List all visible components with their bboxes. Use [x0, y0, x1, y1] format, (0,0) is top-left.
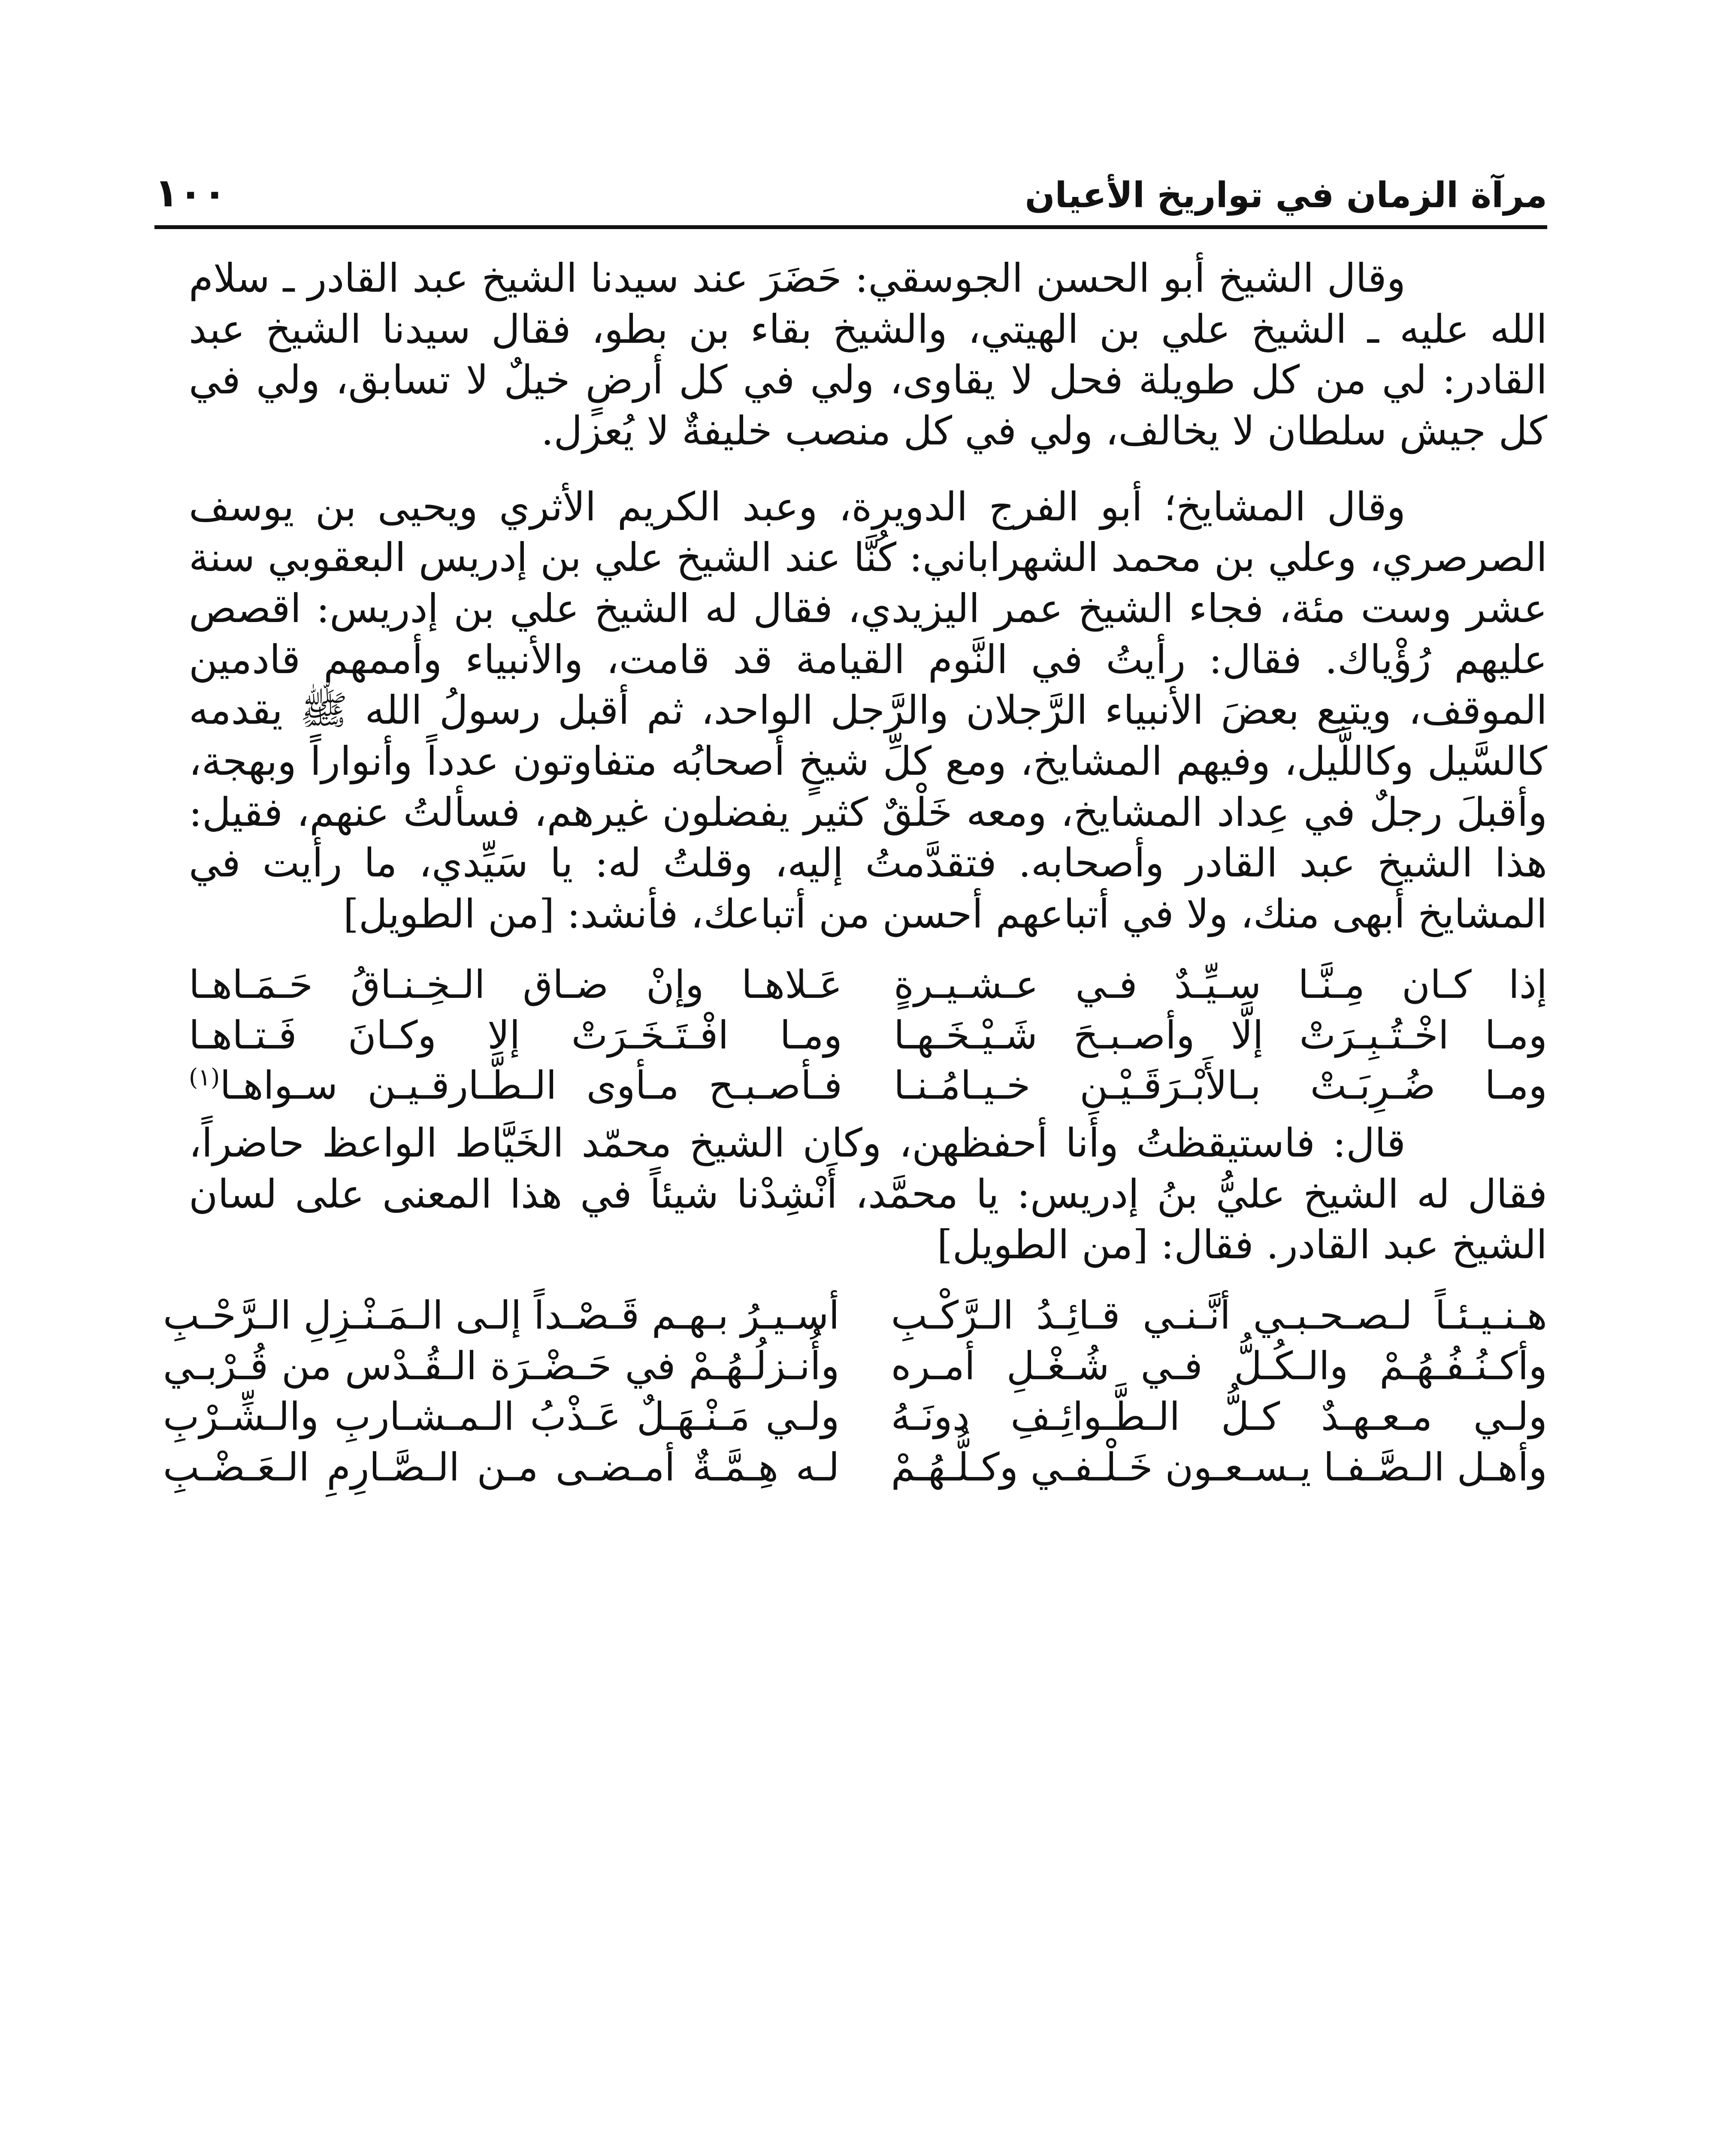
verse-second-half: أسـيـرُ بـهـم قَـصْـداً إلـى الـمَـنْـزِلِ الـرَّحْـبِ	[163, 1293, 840, 1338]
verse-first-half: هـنـيـئـاً لـصـحـبـي أنَّـنـي قـائِـدُ الـرَّكْـبِ	[891, 1293, 1547, 1338]
verse-first-half: ولـي مـعـهـدٌ كـلُّ الـطَّـوائِـفِ دونَـهُ	[891, 1394, 1547, 1439]
verse-first-half: ومـا اخْـتُـبِـرَتْ إلَّا وأصـبـحَ شَـيْـخَـهـا	[894, 1012, 1547, 1058]
paragraph: وقال الشيخ أبو الحسن الجوسقي: حَضَرَ عند سيدنا الشيخ عبد القادر ـ سلام الله عليه ـ الشيخ علي بن الهيتي، والشيخ بقاء بن بطو، فقال سيدنا الشيخ عبد القادر: لي من كل طويلة فحل لا يقاوى، ولي في كل أرضٍ خيلٌ لا تسابق، ولي في كل جيش سلطان لا يخالف، ولي في كل منصب خليفةٌ لا يُعزل.	[189, 255, 1547, 454]
verse-second-half: لـه هِـمَّـةٌ أمـضـى مـن الـصَّـارِمِ الـعَـضْـبِ	[163, 1444, 840, 1490]
verse-second-half-with-ref	[189, 1062, 842, 1109]
verse-second-half: ومـا افْـتَـخَـرَتْ إلا وكـانَ فَـتـاهـا	[189, 1012, 842, 1058]
paragraph: وقال المشايخ؛ أبو الفرج الدويرة، وعبد الكريم الأثري ويحيى بن يوسف الصرصري، وعلي بن محمد الشهراباني: كُنَّا عند الشيخ علي بن إدريس البعقوبي سنة عشر وست مئة، فجاء الشيخ عمر اليزيدي، فقال له الشيخ علي بن إدريس: اقصص عليهم رُؤْياك. فقال: رأيتُ في النَّوم القيامة قد قامت، والأنبياء وأممهم قادمين الموقف، ويتبع بعضَ الأنبياء الرَّجلان والرَّجل الواحد، ثم أقبل رسولُ الله ﷺ يقدمه كالسَّيل وكاللَّيل، وفيهم المشايخ، ومع كلِّ شيخٍ أصحابُه متفاوتون عدداً وأنواراً وبهجة، وأقبلَ رجلٌ في عِداد المشايخ، ومعه خَلْقٌ كثير يفضلون غيرهم، فسألتُ عنهم، فقيل: هذا الشيخ عبد القادر وأصحابه. فتقدَّمتُ إليه، وقلتُ له: يا سَيِّدي، ما رأيت في المشايخ أبهى منك، ولا في أتباعهم أحسن من أتباعك، فأنشد: [من الطويل]	[189, 483, 1547, 937]
verse-second-half: عَـلاهـا وإنْ ضـاق الـخِـنـاقُ حَـمَـاهـا	[189, 962, 842, 1007]
poem-block	[163, 1292, 1547, 1491]
verse-first-half: إذا كـان مِـنَّـا سـيِّـدٌ فـي عـشـيـرةٍ	[894, 962, 1547, 1007]
running-title: مرآة الزمان في تواريخ الأعيان	[1025, 175, 1547, 216]
verse-first-half: وأكـنُـفُـهُـمْ والـكُـلُّ فـي شُـغْـلِ أمـره	[891, 1343, 1547, 1389]
verse-text: فـأصـبـح مـأوى الـطَّـارقـيـن سـواهـا	[220, 1063, 842, 1109]
page-number: ١٠٠	[154, 170, 227, 216]
verse-first-half: ومـا ضُـرِبَـتْ بـالأَبْـرَقَـيْـنِ خـيـامُـنـا	[894, 1063, 1547, 1109]
main-text	[163, 253, 1547, 1499]
poem-block	[189, 961, 1547, 1109]
verse-first-half: وأهـل الـصَّـفـا يـسـعـون خَـلْـفـي وكـلُّـهُـمْ	[891, 1444, 1547, 1490]
footnote-reference: (١)	[189, 1063, 220, 1091]
page-header	[154, 161, 1547, 229]
paragraph: قال: فاستيقظتُ وأنا أحفظهن، وكان الشيخ محمّد الخَيَّاط الواعظ حاضراً، فقال له الشيخ عليُّ بنُ إدريس: يا محمَّد، أَنْشِدْنا شيئاً في هذا المعنى على لسان الشيخ عبد القادر. فقال: [من الطويل]	[189, 1120, 1547, 1268]
verse-second-half: ولـي مَـنْـهَـلٌ عَـذْبُ الـمـشـاربِ والـشِّـرْبِ	[163, 1394, 840, 1439]
verse-second-half: وأُنـزلُـهُـمْ في حَـضْـرَة الـقُـدْس من قُـرْبـي	[163, 1343, 840, 1389]
